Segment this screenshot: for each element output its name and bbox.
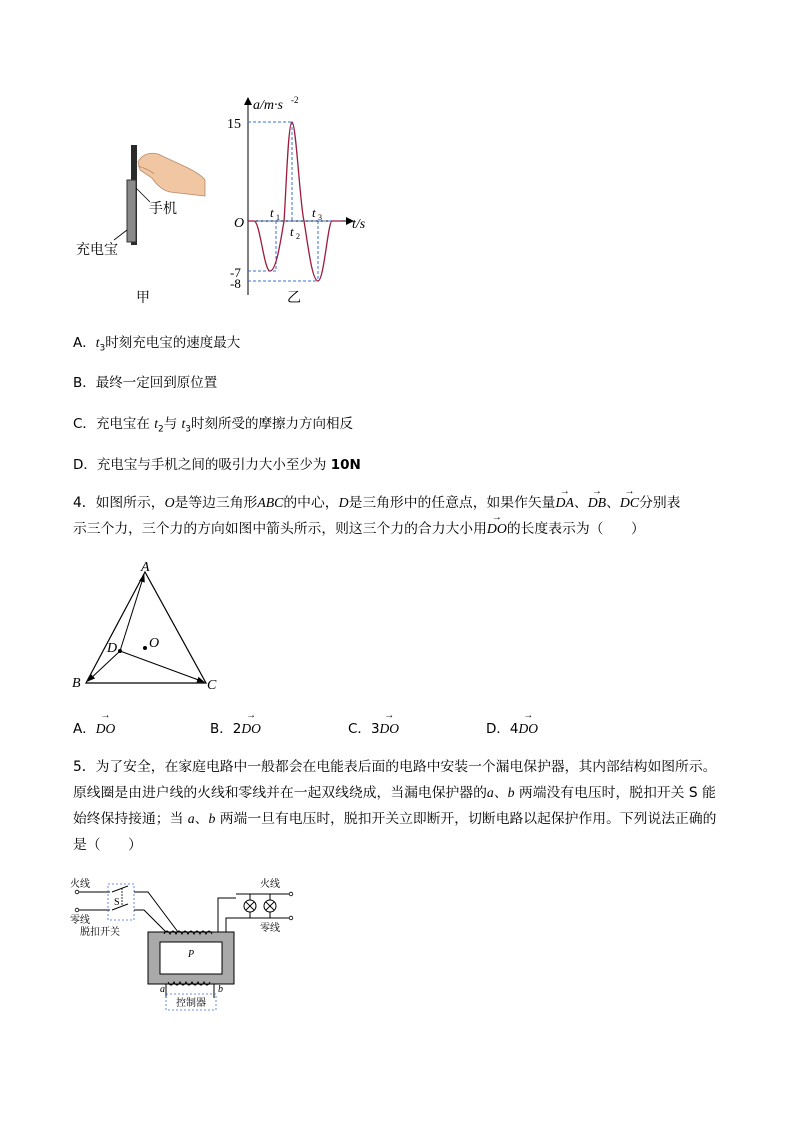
label-c: C [207, 678, 217, 693]
q4-option-c[interactable]: C．3→ DO [348, 717, 399, 737]
q3-option-d[interactable]: D．充电宝与手机之间的吸引力大小至少为 10N [73, 457, 361, 473]
acceleration-curve [248, 122, 342, 281]
t3-label: t [312, 205, 316, 220]
option-text: 时刻充电宝的速度最大 [105, 335, 241, 351]
option-text: 充电宝与手机之间的吸引力大小至少为 [96, 457, 331, 473]
t2-label: t [290, 224, 294, 239]
t2-sub: 2 [296, 232, 300, 241]
figure-yi-caption: 乙 [287, 290, 301, 306]
point-d [118, 649, 122, 653]
label-d: D [107, 641, 118, 656]
y-axis-exp: -2 [291, 95, 299, 105]
powerbank-label: 充电宝 [76, 242, 118, 258]
option-letter: B． [73, 375, 96, 391]
terminal-b-label: b [218, 984, 223, 995]
live-wire-right-label: 火线 [260, 879, 280, 890]
q3-option-b[interactable] [73, 371, 217, 391]
phone-label: 手机 [149, 201, 177, 217]
core-p-label: P [188, 949, 195, 960]
q3-option-c[interactable]: C．充电宝在 $t_2$与 $t_3$时刻所受的摩擦力方向相反 [73, 416, 354, 435]
switch-s-label: S [114, 897, 120, 908]
q4-stem: 4．如图所示，O是等边三角形ABC的中心，D是三角形中的任意点，如果作矢量→ DA、→ DB、→ DC分别表 示三个力，三个力的方向如图中箭头所示，则这三个力的合力大小用→ DO的长度表示为（ ） [73, 490, 723, 542]
figure-yi-graph [224, 95, 384, 310]
option-text: 最终一定回到原位置 [95, 375, 218, 391]
q4-option-a[interactable]: A．→ DO [73, 717, 115, 737]
hand-drawing [138, 153, 205, 196]
q4-option-b[interactable]: B．2→ DO [210, 717, 261, 737]
tick-minus-8: -8 [230, 276, 241, 291]
triangle-figure [68, 560, 233, 695]
y-axis-label: a/m·s [253, 98, 283, 113]
figure-jia [70, 140, 220, 310]
t1-label: t [270, 205, 274, 220]
live-wire-label: 火线 [70, 879, 90, 890]
label-a: A [141, 560, 150, 575]
tick-minus-7: -7 [230, 265, 241, 280]
label-o: O [149, 636, 160, 651]
leakage-protector-figure [68, 872, 298, 1017]
x-axis-label: t/s [352, 217, 366, 232]
option-text: 时刻所受的摩擦力方向相反 [191, 416, 354, 432]
option-letter: D． [73, 457, 97, 473]
t1-sub: 1 [276, 213, 280, 222]
trip-switch-label: 脱扣开关 [80, 927, 120, 938]
q3-option-a[interactable]: A．$t_3$时刻充电宝的速度最大 [73, 335, 241, 354]
controller-label: 控制器 [176, 998, 206, 1009]
label-b: B [72, 676, 81, 691]
powerbank-drawing [127, 180, 136, 242]
point-o [143, 646, 147, 650]
trip-switch-box [108, 884, 134, 920]
q5-stem: 5．为了安全，在家庭电路中一般都会在电能表后面的电路中安装一个漏电保护器，其内部结构如图所示。 原线圈是由进户线的火线和零线并在一起双线绕成，当漏电保护器的a、b 两端没有电压时，脱扣开关 S 能 始终保持接通；当 a、b 两端一旦有电压时，脱扣开关立即断开，切断电路以起保护作用。下列说法正确的 是（ ） [73, 759, 717, 853]
option-letter: A． [73, 335, 96, 351]
origin-label: O [234, 216, 245, 231]
tick-15: 15 [227, 117, 241, 132]
neutral-wire-right-label: 零线 [260, 923, 280, 934]
q4-option-d[interactable]: D．4→ DO [486, 717, 538, 737]
question-number: 5． [73, 759, 96, 775]
option-letter: C． [73, 416, 96, 432]
terminal-a-label: a [160, 984, 165, 995]
figure-jia-caption: 甲 [136, 290, 150, 306]
t3-sub: 3 [318, 213, 322, 222]
neutral-wire-label: 零线 [70, 915, 90, 926]
question-number: 4． [73, 495, 96, 511]
